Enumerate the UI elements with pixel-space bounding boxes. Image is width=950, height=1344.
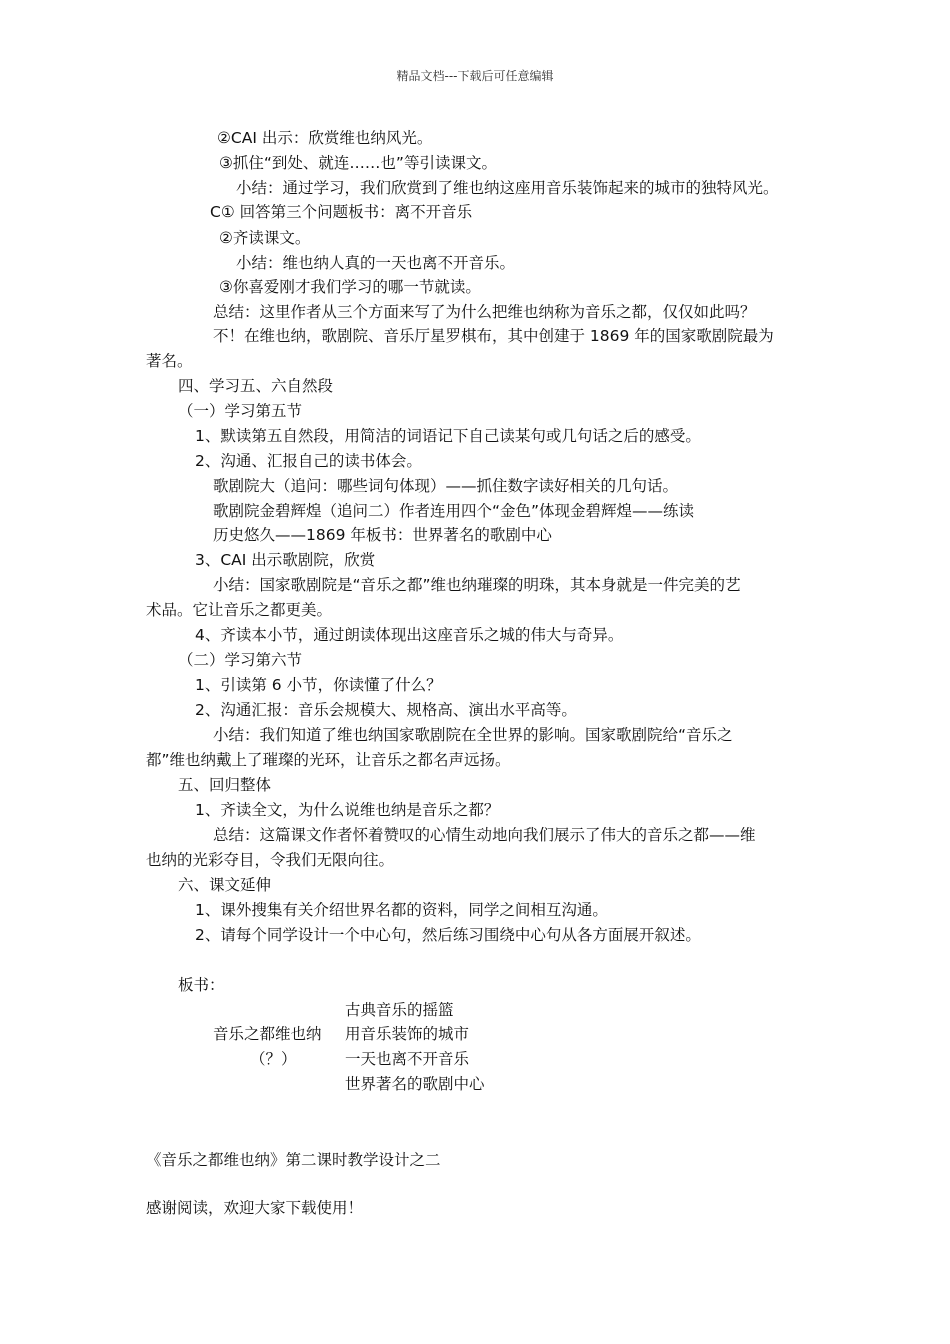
text-line: ③你喜爱刚才我们学习的哪一节就读。 (219, 278, 481, 296)
text-line: 歌剧院大（追问：哪些词句体现）——抓住数字读好相关的几句话。 (213, 477, 679, 495)
text-line: 2、沟通、汇报自己的读书体会。 (195, 452, 422, 470)
thanks-note: 感谢阅读，欢迎大家下载使用！ (146, 1199, 364, 1217)
text-line: ②CAI 出示：欣赏维也纳风光。 (217, 129, 433, 147)
board-question: （？） (250, 1050, 297, 1068)
board-item: 用音乐装饰的城市 (345, 1025, 470, 1043)
board-item: 世界著名的歌剧中心 (345, 1075, 485, 1093)
text-line: 也纳的光彩夺目，令我们无限向往。 (146, 851, 395, 869)
text-line: 2、沟通汇报：音乐会规模大、规格高、演出水平高等。 (195, 701, 577, 719)
text-line: 2、请每个同学设计一个中心句，然后练习围绕中心句从各方面展开叙述。 (195, 926, 701, 944)
text-line: 都”维也纳戴上了璀璨的光环，让音乐之都名声远扬。 (146, 751, 511, 769)
subsection-heading: （二）学习第六节 (178, 651, 303, 669)
text-line: 不！在维也纳，歌剧院、音乐厅星罗棋布，其中创建于 1869 年的国家歌剧院最为 (213, 327, 774, 345)
text-line: 1、齐读全文，为什么说维也纳是音乐之都？ (195, 801, 500, 819)
board-title: 音乐之都维也纳 (213, 1025, 322, 1043)
board-label: 板书： (178, 976, 225, 994)
section-heading: 六、课文延伸 (178, 876, 272, 894)
section-heading: 四、学习五、六自然段 (178, 377, 334, 395)
text-line: 术品。它让音乐之都更美。 (146, 601, 333, 619)
text-line: ②齐读课文。 (219, 229, 311, 247)
text-line: 小结：通过学习，我们欣赏到了维也纳这座用音乐装饰起来的城市的独特风光。 (236, 179, 779, 197)
text-line: 1、默读第五自然段，用简洁的词语记下自己读某句或几句话之后的感受。 (195, 427, 701, 445)
text-line: 3、CAI 出示歌剧院，欣赏 (195, 551, 376, 569)
text-line: 小结：国家歌剧院是“音乐之都”维也纳璀璨的明珠，其本身就是一件完美的艺 (213, 576, 741, 594)
document-title-footer: 《音乐之都维也纳》第二课时教学设计之二 (146, 1151, 441, 1169)
board-item: 古典音乐的摇篮 (345, 1001, 454, 1019)
section-heading: 五、回归整体 (178, 776, 272, 794)
text-line: 歌剧院金碧辉煌（追问二）作者连用四个“金色”体现金碧辉煌——练读 (213, 502, 695, 520)
page-header: 精品文档---下载后可任意编辑 (396, 69, 554, 83)
text-line: 4、齐读本小节，通过朗读体现出这座音乐之城的伟大与奇异。 (195, 626, 624, 644)
board-item: 一天也离不开音乐 (345, 1050, 470, 1068)
text-line: ③抓住“到处、就连……也”等引读课文。 (219, 154, 497, 172)
text-line: 小结：我们知道了维也纳国家歌剧院在全世界的影响。国家歌剧院给“音乐之 (213, 726, 733, 744)
text-line: 总结：这里作者从三个方面来写了为什么把维也纳称为音乐之都，仅仅如此吗？ (213, 303, 756, 321)
subsection-heading: （一）学习第五节 (178, 402, 303, 420)
text-line: 著名。 (146, 352, 193, 370)
text-line: 小结：维也纳人真的一天也离不开音乐。 (236, 254, 516, 272)
text-line: 总结：这篇课文作者怀着赞叹的心情生动地向我们展示了伟大的音乐之都——维 (213, 826, 756, 844)
text-line: 历史悠久——1869 年板书：世界著名的歌剧中心 (213, 526, 552, 544)
text-line: C① 回答第三个问题板书：离不开音乐 (210, 203, 473, 221)
text-line: 1、引读第 6 小节，你读懂了什么？ (195, 676, 442, 694)
text-line: 1、课外搜集有关介绍世界名都的资料，同学之间相互沟通。 (195, 901, 608, 919)
